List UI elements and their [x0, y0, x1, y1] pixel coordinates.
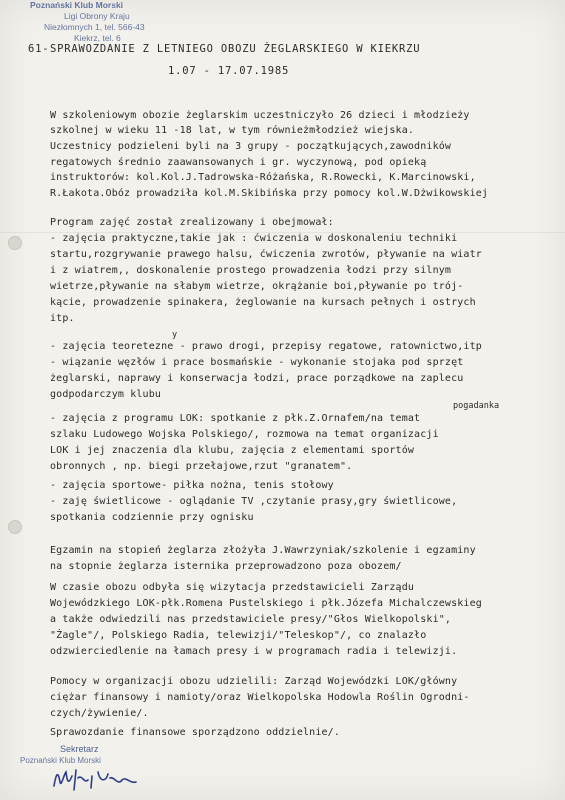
text-line: kącie, prowadzenie spinakera, żeglowanie na kursach pełnych i ostrych [50, 297, 476, 308]
text-line: czych/żywienie/. [50, 708, 149, 719]
punch-hole [8, 520, 22, 534]
list-item: - zajęcia praktyczne,takie jak : ćwiczenia w doskonaleniu techniki [50, 233, 458, 244]
text-line: i z wiatrem,, doskonalenie prostego prowadzenia łodzi przy silnym [50, 265, 452, 276]
secretary-label: Sekretarz [60, 744, 99, 754]
text-line: Uczestnicy podzieleni byli na 3 grupy - początkujących,zawodników [50, 141, 452, 152]
overtype-note: pogadanka [453, 401, 500, 411]
text-line: Program zajęć został zrealizowany i obejmował: [50, 217, 334, 228]
club-stamp [30, 0, 145, 44]
text-line: instruktorów: kol.Kol.J.Tadrowska-Różańska, R.Rowecki, K.Marcinowski, [50, 172, 476, 183]
text-line: szkolnej w wieku 11 -18 lat, w tym równieżmłodzież wiejska. [50, 125, 415, 136]
stamp-line: Niezłomnych 1, tel. 566-43 [44, 22, 145, 32]
text-line: szlaku Ludowego Wojska Polskiego/, rozmowa na temat organizacji [50, 429, 439, 440]
page-title: SPRAWOZDANIE Z LETNIEGO OBOZU ŻEGLARSKIEGO W KIEKRZU [50, 43, 421, 55]
punch-hole [8, 236, 22, 250]
text-line: W szkoleniowym obozie żeglarskim uczestniczyło 26 dzieci i młodzieży [50, 110, 470, 121]
text-line: Wojewódzkiego LOK-płk.Romena Pustelskiego i płk.Józefa Michalczewskieg [50, 598, 482, 609]
list-item: - zajęcia sportowe- piłka nożna, tenis stołowy [50, 480, 334, 491]
text-line: Pomocy w organizacji obozu udzielili: Zarząd Wojewódzki LOK/główny [50, 676, 458, 687]
text-line: wietrze,pływanie na słabym wietrze, okrążanie boi,pływanie po trój- [50, 281, 464, 292]
text-line: "Żagle"/, Polskiego Radia, telewizji/"Teleskop"/, co znalazło [50, 630, 427, 641]
stamp-line: Ligi Obrony Kraju [64, 11, 130, 21]
text-line: a także odwiedzili nas przedstawiciele presy/"Głos Wielkopolski", [50, 614, 452, 625]
stamp-prefix: 61- [28, 43, 50, 55]
handwritten-mark: y [172, 330, 178, 340]
signature [48, 764, 143, 794]
stamp-line: Poznański Klub Morski [30, 0, 124, 10]
text-line: ciężar finansowy i namioty/oraz Wielkopolska Hodowla Roślin Ogrodni- [50, 692, 470, 703]
text-line: spotkania codziennie przy ognisku [50, 512, 254, 523]
text-line: itp. [50, 313, 75, 324]
list-item: - zaję świetlicowe - oglądanie TV ,czytanie prasy,gry świetlicowe, [50, 496, 458, 507]
text-line: na stopnie żeglarza isternika przeprowadzono poza obozem/ [50, 561, 402, 572]
list-item: - zajęcia teoretezne - prawo drogi, przepisy regatowe, ratownictwo,itp [50, 341, 482, 352]
text-line: W czasie obozu odbyła się wizytacja przedstawicieli Zarządu [50, 582, 415, 593]
text-line: godpodarczym klubu [50, 389, 162, 400]
text-line: regatowych średnio zaawansowanych i gr. wyczynową, pod opieką [50, 157, 427, 168]
text-line: LOK i jej znaczenia dla klubu, zajęcia z elementami sportów [50, 445, 415, 456]
stamp-line: Kiekrz, tel. 6 [74, 33, 121, 43]
list-item: - wiązanie węzłów i prace bosmańskie - wykonanie stojaka pod sprzęt [50, 357, 464, 368]
text-line: obronnych , np. biegi przełajowe,rzut "granatem". [50, 461, 353, 472]
list-item: - zajęcia z programu LOK: spotkanie z płk.Z.Ornafem/na temat [50, 413, 421, 424]
report-dates: 1.07 - 17.07.1985 [168, 65, 290, 77]
text-line: Egzamin na stopień żeglarza złożyła J.Wawrzyniak/szkolenie i egzaminy [50, 545, 476, 556]
text-line: żeglarski, naprawy i konserwacja łodzi, prace porządkowe na zaplecu [50, 373, 464, 384]
text-line: startu,rozgrywanie prawego halsu, ćwiczenia zwrotów, pływanie na wiatr [50, 249, 482, 260]
text-line: odzwierciedlenie na łamach presy i w programach radia i telewizji. [50, 646, 458, 657]
club-stamp-footer: Poznański Klub Morski [20, 756, 101, 765]
text-line: Sprawozdanie finansowe sporządzono oddzielnie/. [50, 727, 341, 738]
text-line: R.Łakota.Obóz prowadziła kol.M.Skibińska przy pomocy kol.W.Dżwikowskiej [50, 188, 489, 199]
